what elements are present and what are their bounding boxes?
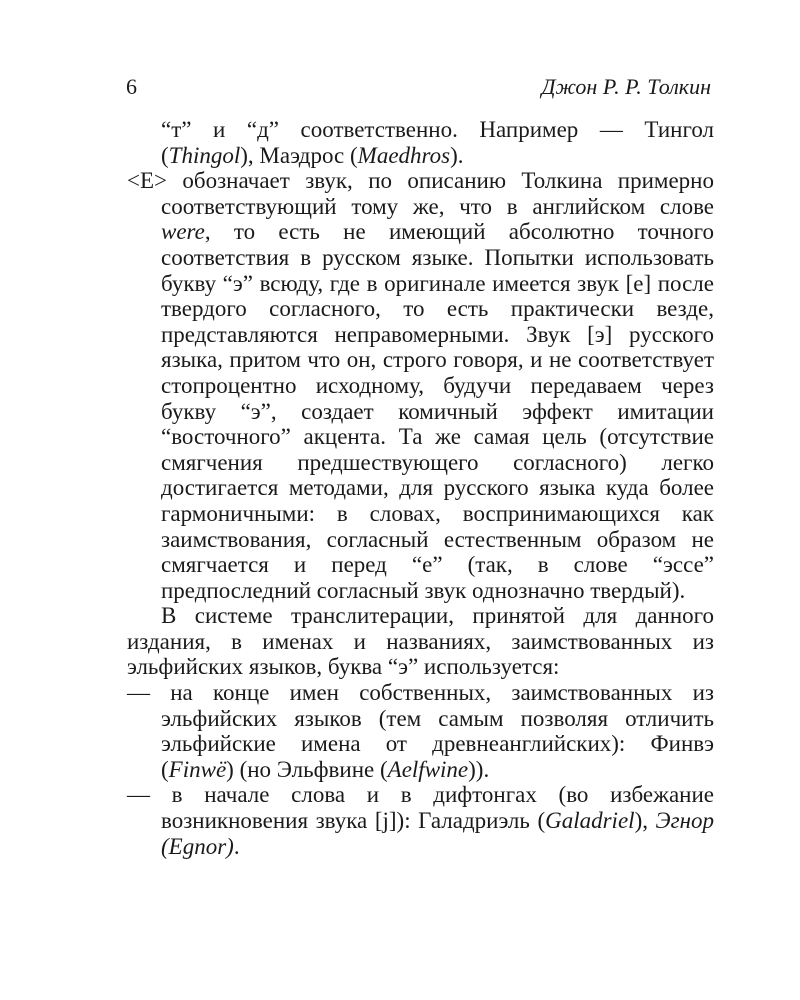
body-text — [127, 117, 714, 859]
page-number: 6 — [126, 74, 137, 99]
paragraph-transliteration: В системе транслитерации, принятой для данного издания, в именах и названиях, заимствованных из эльфийских языков, буква “э” используется: — [127, 603, 714, 680]
running-head: Джон Р. Р. Толкин — [541, 74, 711, 99]
list-item-word-start: — в начале слова и в дифтонгах (во избежание возникновения звука [j]): Галадриэль (Galadriel), Эгнор (Egnor). — [127, 782, 714, 859]
paragraph-e-sound: <E> обозначает звук, по описанию Толкина примерно соответствующий тому же, что в английском слове were, то есть не имеющий абсолютно точного соответствия в русском языке. Попытки использовать букву “э” всюду, где в оригинале имеется звук [е] после твердого согласного, то есть практически везде, представляются неправомерными. Звук [э] русского языка, притом что он, строго говоря, и не соответствует стопроцентно исходному, будучи передаваем через букву “э”, создает комичный эффект имитации “восточного” акцента. Та же самая цель (отсутствие смягчения предшествующего согласного) легко достигается методами, для русского языка куда более гармоничными: в словах, воспринимающихся как заимствования, согласный естественным образом не смягчается и перед “е” (так, в слове “эссе” предпоследний согласный звук однозначно твердый). — [127, 168, 714, 603]
list-item-word-end: — на конце имен собственных, заимствованных из эльфийских языков (тем самым позволяя отличить эльфийские имена от древнеанглийских): Финвэ (Finwë) (но Эльфвине (Aelfwine)). — [127, 680, 714, 782]
paragraph-continuation: “т” и “д” соответственно. Например — Тингол (Thingol), Маэдрос (Maedhros). — [161, 117, 714, 168]
